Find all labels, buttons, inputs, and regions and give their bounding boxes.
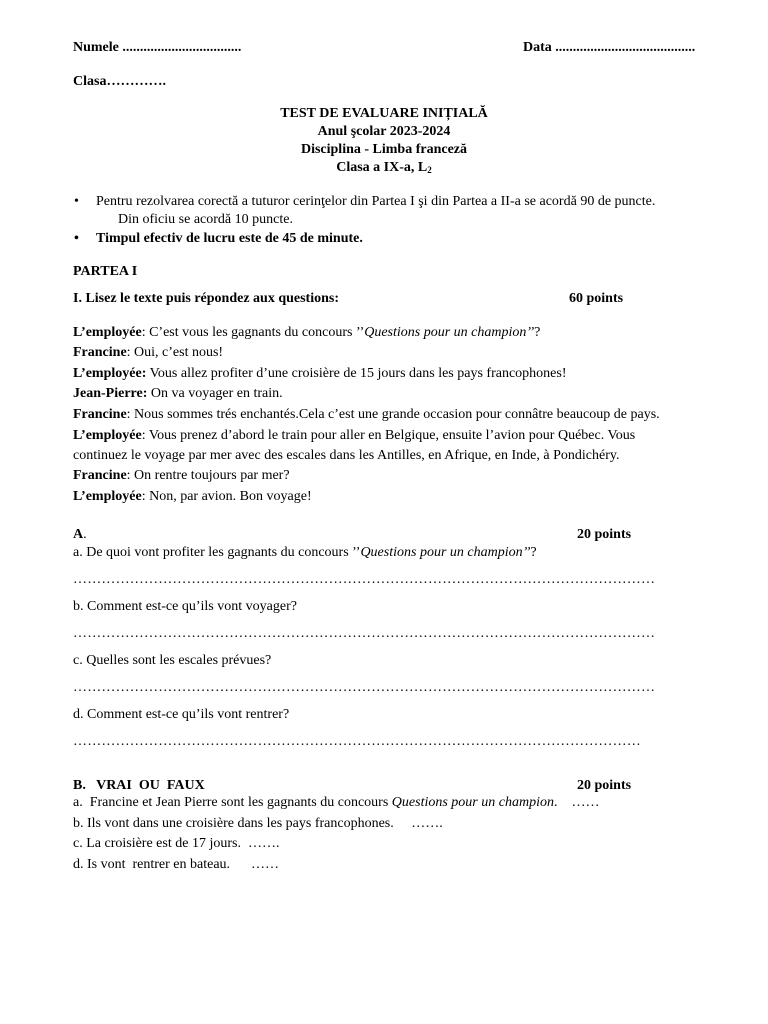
class-level: [0, 158, 768, 178]
class-level-sub: 2: [427, 165, 432, 175]
class-field: Clasa………….: [73, 74, 166, 89]
true-false-item-b: b. Ils vont dans une croisière dans les pays francophones. …….: [73, 816, 443, 831]
part1-points: 60 points: [569, 291, 624, 306]
instruction-item-2: • Timpul efectiv de lucru este de 45 de minute.: [96, 229, 363, 249]
name-field: Numele ..................................: [73, 40, 242, 55]
dialogue-line: continuez le voyage par mer avec des escales dans les Antilles, en Afrique, en Inde, à Pondichéry.: [73, 448, 620, 463]
sectionA-points: 20 points: [577, 527, 632, 542]
question-b: b. Comment est-ce qu’ils vont voyager?: [73, 599, 297, 614]
question-a: a. De quoi vont profiter les gagnants du concours ’’Questions pour un champion’’?: [73, 545, 537, 560]
question-c: c. Quelles sont les escales prévues?: [73, 653, 272, 668]
answer-line-d[interactable]: …………………………………………………………………………………………………………: [73, 734, 641, 749]
true-false-item-c: c. La croisière est de 17 jours. …….: [73, 836, 280, 851]
instruction-item-1: • Pentru rezolvarea corectă a tuturor cerinţelor din Partea I şi din Partea a II-a se acordă 90 de puncte.: [96, 192, 655, 212]
dialogue-line: Jean-Pierre: On va voyager en train.: [73, 386, 283, 401]
sectionB-label: B. VRAI OU FAUX: [73, 778, 205, 793]
sectionB-points: 20 points: [577, 778, 632, 793]
dialogue-line: Francine: Oui, c’est nous!: [73, 345, 224, 360]
school-year: Anul şcolar 2023-2024: [317, 124, 451, 139]
subject: Disciplina - Limba franceză: [300, 142, 468, 157]
date-field: Data ........................................: [523, 40, 696, 55]
true-false-item-d: d. Is vont rentrer en bateau. ……: [73, 857, 280, 872]
part1-title: PARTEA I: [73, 264, 138, 279]
class-level-main: Clasa a IX-a, L: [336, 160, 428, 175]
dialogue-line: L’employée: Vous prenez d’abord le train pour aller en Belgique, ensuite l’avion pour Québec. Vous: [73, 428, 636, 443]
true-false-item-a: a. Francine et Jean Pierre sont les gagnants du concours Questions pour un champion. ……: [73, 795, 600, 810]
answer-line-b[interactable]: ……………………………………………………………………………………………………………: [73, 626, 656, 641]
answer-line-c[interactable]: ……………………………………………………………………………………………………………: [73, 680, 656, 695]
dialogue-line: L’employée: Vous allez profiter d’une croisière de 15 jours dans les pays francophones!: [73, 366, 567, 381]
sectionA-label: A.: [73, 527, 87, 542]
dialogue-line: Francine: On rentre toujours par mer?: [73, 468, 290, 483]
part1-task: I. Lisez le texte puis répondez aux questions:: [73, 291, 339, 306]
dialogue-line: L’employée: C’est vous les gagnants du concours ’’Questions pour un champion’’?: [73, 325, 541, 340]
dialogue-line: L’employée: Non, par avion. Bon voyage!: [73, 489, 312, 504]
test-title: TEST DE EVALUARE INIȚIALĂ: [280, 106, 488, 121]
question-d: d. Comment est-ce qu’ils vont rentrer?: [73, 707, 290, 722]
instruction-item-1-cont: Din oficiu se acordă 10 puncte.: [118, 212, 293, 227]
answer-line-a[interactable]: ……………………………………………………………………………………………………………: [73, 572, 656, 587]
dialogue-line: Francine: Nous sommes trés enchantés.Cela c’est une grande occasion pour connâtre beaucoup de pays.: [73, 407, 660, 422]
